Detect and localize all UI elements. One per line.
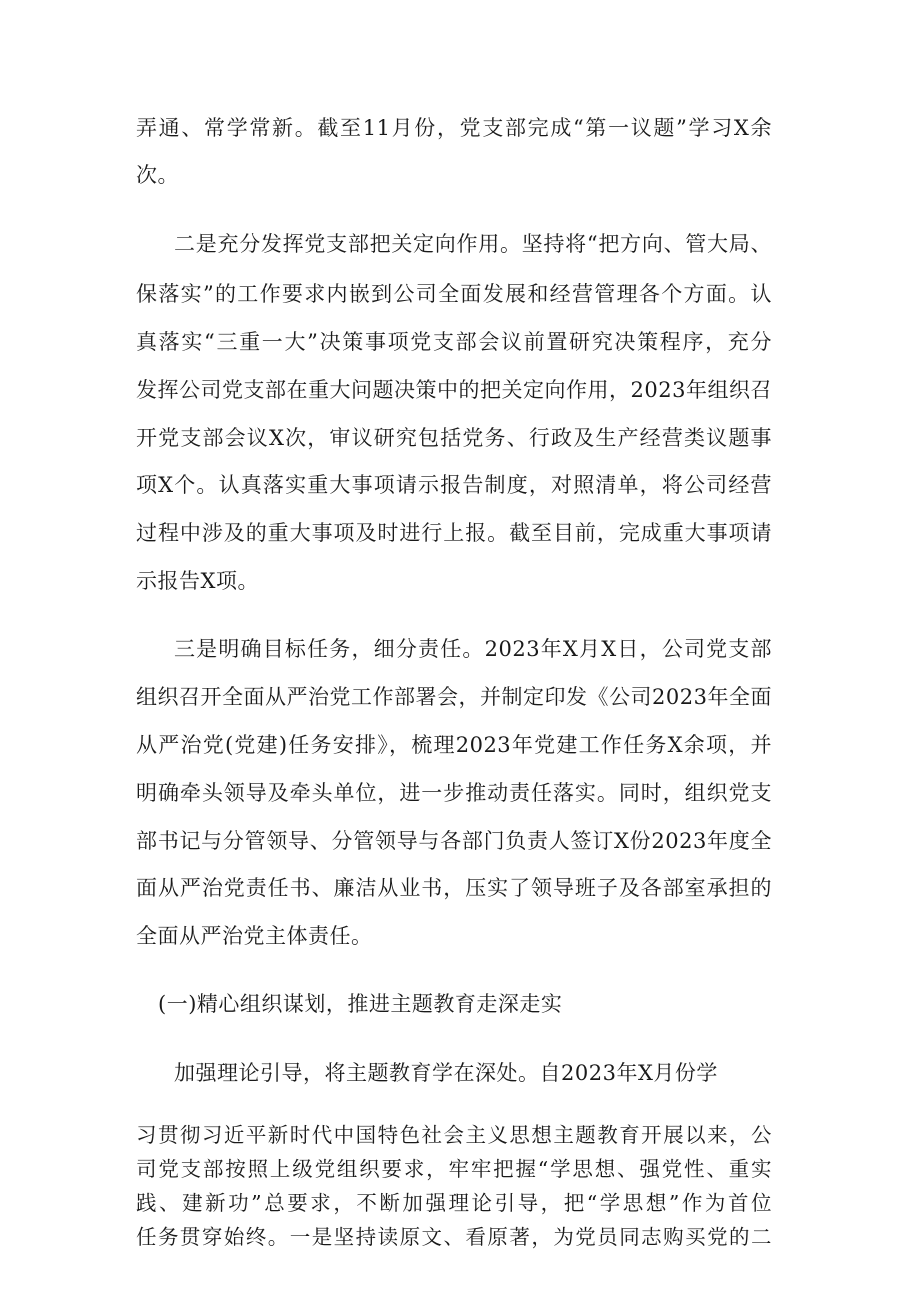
paragraph-2-line-6: 项X个。认真落实重大事项请示报告制度，对照清单，将公司经营 xyxy=(136,473,772,497)
paragraph-1-line-2: 次。 xyxy=(136,163,179,187)
paragraph-5-line-4: 任务贯穿始终。一是坚持读原文、看原著，为党员同志购买党的二 xyxy=(136,1225,772,1249)
paragraph-2-line-1: 二是充分发挥党支部把关定向作用。坚持将“把方向、管大局、 xyxy=(174,232,772,256)
paragraph-1-line-1: 弄通、常学常新。截至11月份，党支部完成“第一议题”学习X余 xyxy=(136,116,772,140)
paragraph-5-line-3: 践、建新功”总要求，不断加强理论引导，把“学思想”作为首位 xyxy=(136,1191,772,1215)
paragraph-2-line-7: 过程中涉及的重大事项及时进行上报。截至目前，完成重大事项请 xyxy=(136,521,772,545)
paragraph-2-line-3: 真落实“三重一大”决策事项党支部会议前置研究决策程序，充分 xyxy=(136,330,772,354)
paragraph-3-line-1: 三是明确目标任务，细分责任。2023年X月X日，公司党支部 xyxy=(174,637,772,661)
paragraph-5-line-1: 习贯彻习近平新时代中国特色社会主义思想主题教育开展以来，公 xyxy=(136,1123,772,1147)
paragraph-3-line-4: 明确牵头领导及牵头单位，进一步推动责任落实。同时，组织党支 xyxy=(136,781,772,805)
section-heading: (一)精心组织谋划，推进主题教育走深走实 xyxy=(158,992,563,1016)
paragraph-3-line-3: 从严治党(党建)任务安排》，梳理2023年党建工作任务X余项，并 xyxy=(136,733,772,757)
paragraph-2-line-8: 示报告X项。 xyxy=(136,569,259,593)
paragraph-3-line-2: 组织召开全面从严治党工作部署会，并制定印发《公司2023年全面 xyxy=(136,685,772,709)
paragraph-2-line-4: 发挥公司党支部在重大问题决策中的把关定向作用，2023年组织召 xyxy=(136,378,772,402)
paragraph-3-line-6: 面从严治党责任书、廉洁从业书，压实了领导班子及各部室承担的 xyxy=(136,876,772,900)
paragraph-5-line-2: 司党支部按照上级党组织要求，牢牢把握“学思想、强党性、重实 xyxy=(136,1157,772,1181)
paragraph-2-line-5: 开党支部会议X次，审议研究包括党务、行政及生产经营类议题事 xyxy=(136,426,772,450)
paragraph-3-line-7: 全面从严治党主体责任。 xyxy=(136,924,373,948)
paragraph-4-line-1: 加强理论引导，将主题教育学在深处。自2023年X月份学 xyxy=(174,1061,718,1085)
paragraph-3-line-5: 部书记与分管领导、分管领导与各部门负责人签订X份2023年度全 xyxy=(136,829,772,853)
paragraph-2-line-2: 保落实”的工作要求内嵌到公司全面发展和经营管理各个方面。认 xyxy=(136,282,772,306)
